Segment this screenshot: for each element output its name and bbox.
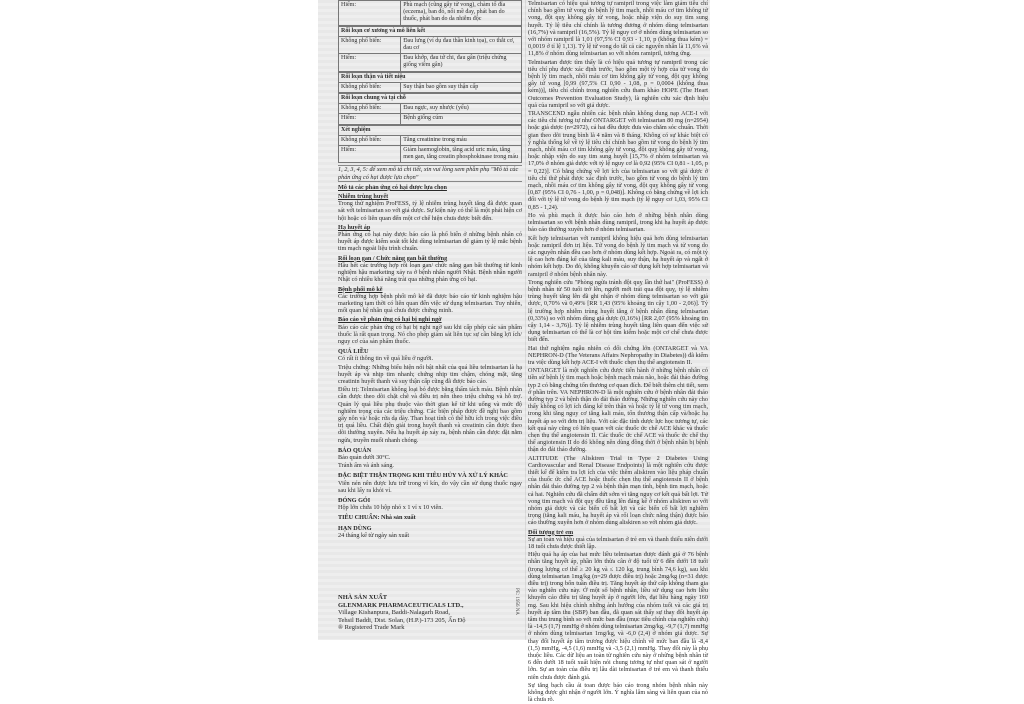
leaflet-sheet [318, 0, 710, 704]
paragraph: Trong thử nghiệm ProFESS, tỷ lệ nhiễm trùng huyết tăng đã được quan sát với telmisartan so với giả dược. Sự kiện này có thể là một phát hiện cơ hội hoặc có liên quan đến một cơ chế hiện chưa được biết đến. [338, 200, 522, 222]
paragraph: Sự tăng bạch cầu ái toan được báo cáo trong nhóm bệnh nhân này không được ghi nhận ở người lớn. Ý nghĩa lâm sàng và liên quan của nó là chưa rõ. [528, 681, 708, 704]
heading: Mô tả các phản ứng có hại được lựa chọn [338, 183, 447, 191]
paragraph: Ho và phù mạch ít được báo cáo hơn ở những bệnh nhân dùng telmisartan so với bệnh nhân dùng ramipril, trong khi hạ huyết áp được báo cáo thường xuyên hơn ở nhóm telmisartan. [528, 211, 708, 234]
heading: HẠN DÙNG [338, 524, 372, 532]
adverse-effects-top-row [338, 0, 522, 26]
manufacturer-block [338, 594, 522, 632]
section-title: Xét nghiệm [339, 125, 522, 135]
paragraph: Bảo quản dưới 30°C. [338, 453, 391, 461]
paragraph: ONTARGET là một nghiên cứu được tiến hành ở những bệnh nhân có tiền sử bệnh lý tim mạch hoặc bệnh mạch máu não, hoặc đái tháo đường typ 2 có bằng chứng tổn thương cơ quan đích. Để biết thêm chi tiết, xem ở phần trên. VA NEPHRON-D là một nghiên cứu ở bệnh nhân đái tháo đường typ 2 và bệnh thận do đái tháo đường. Những nghiên cứu này cho thấy không có lợi ích đáng kể trên thận và hoặc tỷ lệ tử vong tim mạch, trong khi tăng nguy cơ tăng kali máu, tổn thương thận cấp và/hoặc hạ huyết áp so với đơn trị liệu. Với các đặc tính dược lực học tương tự, các kết quả này cũng có liên quan với các thuốc ức chế ACE khác và thuốc chẹn thụ thể angiotensin II. Các thuốc ức chế ACE và thuốc ức chế thụ thể angiotensin II do đó không nên dùng đồng thời ở bệnh nhân bị bệnh thận do đái tháo đường. [528, 367, 708, 454]
manufacturer-heading: NHÀ SẢN XUẤT [338, 594, 388, 601]
table-cell-value: Đau ngực, suy nhược (yếu) [401, 104, 522, 114]
table-cell-value: Bệnh giống cúm [401, 114, 522, 124]
table-cell-label: Không phổ biến: [339, 135, 401, 145]
paragraph: ALTITUDE (The Aliskiren Trial in Type 2 Diabetes Using Cardiovascular and Renal Disease Endpoints) là một nghiên cứu được thiết kế để kiểm tra lợi ích của việc thêm aliskiren vào liệu pháp chuẩn của thuốc ức chế ACE hoặc thuốc chẹn thụ thể angiotensin II ở bệnh nhân đái tháo đường typ 2 và bệnh thận mạn tính, bệnh tim mạch, hoặc cả hai. Nghiên cứu đã chấm dứt sớm vì tăng nguy cơ kết quả bất lợi. Tử vong tim mạch và đột quỵ đều tăng lên đáng kể ở nhóm aliskiren so với nhóm giả dược và các biến cố bất lợi và các biến cố bất lợi nghiêm trọng (tăng kali máu, hạ huyết áp và rối loạn chức năng thận) được báo cáo thường xuyên hơn ở nhóm dùng aliskiren so với nhóm giả dược. [528, 454, 708, 527]
table-cell-value: Đau lưng (ví dụ đau thần kinh tọa), co thắt cơ, đau cơ [401, 36, 522, 53]
adverse-effects-section [338, 93, 522, 125]
paragraph: Hiệu quả hạ áp của hai mức liều telmisartan được đánh giá ở 76 bệnh nhân tăng huyết áp, phần lớn thừa cân ở độ tuổi từ 6 đến dưới 18 tuổi (trọng lượng cơ thể ≥ 20 kg và ≤ 120 kg, trung bình 74,6 kg), sau khi dùng telmisartan 1mg/kg (n=29 được điều trị) hoặc 2mg/kg (n=31 được điều trị) trong bốn tuần điều trị. Tăng huyết áp thứ cấp không tham gia vào nghiên cứu này. Ở một số bệnh nhân, liều sử dụng cao hơn liều khuyến cáo điều trị tăng huyết áp ở người lớn, đạt liều hàng ngày 160 mg. Sau khi hiệu chỉnh những ảnh hưởng của nhóm tuổi và các giá trị huyết áp tâm thu (SBP) ban đầu, đã quan sát thấy sự thay đổi huyết áp tâm thu trung bình so với mức ban đầu (mục tiêu chính của nghiên cứu) là -14,5 (1,7) mmHg ở nhóm dùng telmisartan 2mg/kg, -9,7 (1,7) mmHg ở nhóm dùng telmisartan 1mg/kg, và -6,0 (2,4) ở nhóm giả dược. Sự thay đổi huyết áp tâm trương được hiệu chỉnh về mức ban đầu là -8,4 (1,5) mmHg, -4,5 (1,6) mmHg và -3,5 (2,1) mmHg. Thay đổi này là phụ thuộc liều. Các dữ liệu an toàn từ nghiên cứu này ở những bệnh nhân từ 6 đến dưới 18 tuổi xuất hiện nói chung tương tự như quan sát ở người lớn. Sự an toàn của điều trị lâu dài telmisartan ở trẻ em và thanh thiếu niên chưa được đánh giá. [528, 551, 708, 681]
paragraph: Có rất ít thông tin về quá liều ở người. [338, 355, 434, 363]
adverse-effects-table [338, 26, 522, 164]
heading: Hạ huyết áp [338, 223, 371, 231]
heading: Rối loạn gan / Chức năng gan bất thường [338, 254, 448, 262]
heading: BẢO QUẢN [338, 446, 372, 454]
heading: TIÊU CHUẨN: Nhà sản xuất [338, 514, 416, 522]
paragraph: Trong nghiên cứu "Phòng ngừa tránh đột quỵ lần thứ hai" (ProFESS) ở bệnh nhân từ 50 tuổi trở lên, người mới trải qua đột quỵ, tỷ lệ nhiễm trùng huyết tăng lên đã ghi nhận ở nhóm dùng telmisartan so với giả dược, 0,70% và 0,49% [RR 1,43 (95% khoảng tin cậy 1,00 - 2,06)]. Tỷ lệ trường hợp nhiễm trùng huyết tăng ở bệnh nhân dùng telmisartan (0,33%) so với nhóm dùng giả dược (0,16%) [RR 2,07 (95% khoảng tin cậy 1,14 - 3,76)]. Tỷ lệ nhiễm trùng huyết tăng liên quan đến việc sử dụng telmisartan có thể là cơ hội tìm kiếm hoặc một cơ chế chưa được biết đến. [528, 278, 708, 344]
left-column [338, 0, 522, 640]
left-body-text [338, 184, 522, 539]
right-column [528, 0, 709, 704]
table-cell-value: Suy thận bao gồm suy thận cấp [401, 82, 522, 92]
adverse-effects-section [338, 26, 522, 72]
footnote: 1, 2, 3, 4, 5: để xem mô tả chi tiết, xin vui lòng xem phần phụ "Mô tả các phản ứng có hại được lựa chọn" [338, 165, 522, 181]
table-cell-value: Phù mạch (cũng gây tử vong), chàm tổ đỉa (eczema), ban đỏ, nổi mề đay, phát ban do thuốc, phát ban do da nhiễm độc [401, 1, 522, 26]
paragraph: Tránh ẩm và ánh sáng. [338, 462, 394, 470]
section-title: Rối loạn cơ xương và mô liên kết [339, 26, 522, 36]
table-cell-value: Tăng creatinine trong máu [401, 135, 522, 145]
manufacturer-address-line-2: Tehsil Baddi, Dist. Solan, (H.P.)-173 205, Ấn Độ [338, 616, 466, 624]
fold-line [525, 0, 526, 640]
table-cell-value: Giảm haemoglobin, tăng acid uric máu, tăng men gan, tăng creatin phosphokinase trong máu [401, 146, 522, 163]
paragraph: 24 tháng kể từ ngày sản xuất [338, 531, 410, 539]
right-body-text [528, 0, 708, 704]
paragraph: Triệu chứng: Những biểu hiện nổi bật nhất của quá liều telmisartan là hạ huyết áp và nhịp tim nhanh; chứng nhịp tim chậm, chóng mặt, tăng creatinin huyết thanh và suy thận cấp cũng đã được báo cáo. [338, 363, 522, 385]
paragraph: Viên nén nên được lưu trữ trong vỉ kín, do vậy cần sử dụng thuốc ngay sau khi lấy ra khỏi vỉ. [338, 479, 522, 494]
table-cell-label: Hiếm: [339, 114, 401, 124]
paragraph: Báo cáo các phản ứng có hại bị nghi ngờ sau khi cấp phép các sản phẩm thuốc là rất quan trọng. Nó cho phép giám sát liên tục sự cân bằng lợi ích/ nguy cơ của sản phẩm thuốc. [338, 323, 522, 345]
paragraph: Phản ứng có hại này được báo cáo là phổ biến ở những bệnh nhân có huyết áp được kiểm soát tốt khi dùng telmisartan để giảm tỷ lệ mắc bệnh tim mạch ngoài liệu trình chuẩn. [338, 231, 522, 253]
heading: Nhiễm trùng huyết [338, 193, 389, 201]
paragraph: TRANSCEND ngẫu nhiên các bệnh nhân không dung nạp ACE-I với các tiêu chí tương tự như ONTARGET với telmisartan 80 mg (n=2954) hoặc giả dược (n=2972), cả hai đều được đưa vào chăm sóc chuẩn. Thời gian theo dõi trung bình là 4 năm và 8 tháng. Không có sự khác biệt có ý nghĩa thống kê về tỷ lệ tiêu chí chính bao gồm tử vong do bệnh lý tim mạch, nhồi máu cơ tim không gây tử vong, đột quỵ không gây tử vong, hoặc nhập viện do suy tim sung huyết [15,7% ở nhóm telmisartan và 17,0% ở nhóm giả dược với tỷ lệ nguy cơ là 0,92 (95% CI 0,81 - 1,05, p = 0,22)]. Có bằng chứng về lợi ích của telmisartan so với giả dược ở tiêu chí thứ phát được xác định trước, bao gồm tử vong do bệnh lý tim mạch, nhồi máu cơ tim không gây tử vong, đột quỵ không gây tử vong [0,87 (95% CI 0,76 - 1,00, p = 0,048)]. Không có bằng chứng về lợi ích đối với tỷ lệ tử vong do bệnh lý tim mạch (tỷ lệ nguy cơ 1,03, 95% CI 0,85 - 1,24). [528, 110, 708, 211]
table-cell-label: Không phổ biến: [339, 104, 401, 114]
heading: Đối tượng trẻ em [528, 528, 574, 536]
table-cell-label: Hiếm: [339, 1, 401, 26]
section-title: Rối loạn chung và tại chỗ [339, 94, 522, 104]
paragraph: Hầu hết các trường hợp rối loạn gan/ chức năng gan bất thường từ kinh nghiệm hậu marketing xảy ra ở bệnh nhân người Nhật. Bệnh nhân người Nhật có nhiều khả năng trải qua những phản ứng có hại. [338, 261, 522, 284]
adverse-effects-section [338, 125, 522, 164]
table-cell-label: Không phổ biến: [339, 36, 401, 53]
heading: ĐÓNG GÓI [338, 496, 371, 504]
trademark-note: ® Registered Trade Mark [338, 624, 405, 631]
adverse-effects-section [338, 72, 522, 93]
table-cell-label: Hiếm: [339, 146, 401, 163]
heading: ĐẶC BIỆT THẬN TRỌNG KHI TIÊU HỦY VÀ XỬ LÝ KHÁC [338, 472, 508, 480]
section-title: Rối loạn thận và tiết niệu [339, 72, 522, 82]
paragraph: Sự an toàn và hiệu quả của telmisartan ở trẻ em và thanh thiếu niên dưới 18 tuổi chưa được thiết lập. [528, 535, 708, 551]
heading: Báo cáo về phản ứng có hại bị nghi ngờ [338, 316, 442, 324]
paragraph: Kết hợp telmisartan với ramipril không hiệu quả hơn dùng telmisartan hoặc ramipril đơn trị liệu. Tử vong do bệnh lý tim mạch và tử vong do các nguyên nhân đều cao hơn ở nhóm dùng kết hợp. Ngoài ra, có một tỷ lệ cao hơn đáng kể của tăng kali máu, suy thận, hạ huyết áp và ngất ở nhóm kết hợp. Do đó, không khuyến cáo sử dụng kết hợp telmisartan và ramipril ở nhóm bệnh nhân này. [528, 234, 708, 278]
table-cell-value: Đau khớp, đau tứ chi, đau gân (triệu chứng giống viêm gân) [401, 54, 522, 71]
paragraph: Telmisartan có hiệu quả tương tự ramipril trong việc làm giảm tiêu chí chính bao gồm tử vong do bệnh lý tim mạch, nhồi máu cơ tim không tử vong, đột quỵ không gây tử vong, hoặc nhập viện do suy tim sung huyết. Tỷ lệ tiêu chí chính là tương đương ở nhóm dùng telmisartan (16,7%) và ramipril (16,5%). Tỷ lệ nguy cơ ở nhóm dùng telmisartan so với nhóm ramipril là 1,01 (97,5% CI 0,93 - 1,10, p (không thua kém) = 0,0019 ở tỉ lệ 1,13). Tỷ lệ tử vong do tất cả các nguyên nhân là 11,6% và 11,8% ở nhóm dùng telmisartan so với nhóm ramipril, tương ứng. [528, 0, 709, 58]
heading: Bệnh phổi mô kẽ [338, 285, 383, 293]
heading: QUÁ LIỀU [338, 348, 369, 356]
table-cell-label: Hiếm: [339, 54, 401, 71]
paragraph: Các trường hợp bệnh phổi mô kẽ đã được báo cáo từ kinh nghiệm hậu marketing tạm thời có liên quan đến việc sử dụng telmisartan. Tuy nhiên, mối quan hệ nhân quả chưa được chứng minh. [338, 292, 522, 315]
paragraph: Điều trị: Telmisartan không loại bỏ được bằng thẩm tách máu. Bệnh nhân cần được theo dõi chặt chẽ và điều trị nên theo triệu chứng và hỗ trợ. Quản lý quá liều phụ thuộc vào thời gian kể từ khi uống và mức độ nghiêm trọng của các triệu chứng. Các biện pháp được đề nghị bao gồm gây nôn và/ hoặc rửa dạ dày. Than hoạt tính có thể hữu ích trong việc điều trị quá liều. Chất điện giải trong huyết thanh và creatinin cần được theo dõi thường xuyên. Nếu hạ huyết áp xảy ra, bệnh nhân cần được đặt nằm ngửa, truyền muối nhanh chóng. [338, 386, 522, 444]
side-code: PE: 1956 NA [514, 588, 519, 615]
paragraph: Telmisartan được tìm thấy là có hiệu quả tương tự ramipril trong các tiêu chí phụ được xác định trước, bao gồm một tỷ hợp của tử vong do bệnh lý tim mạch, nhồi máu cơ tim không gây tử vong, đột quỵ không gây tử vong [0,99 (97,5% CI 0,90 - 1,08, p = 0,0004 (không thua kém))], tiêu chí chính trong nghiên cứu tham khảo HOPE (The Heart Outcomes Prevention Evaluation Study), là nghiên cứu xác định hiệu quả của ramipril so với giả dược. [528, 58, 708, 109]
manufacturer-address-line-1: Village Kishanpura, Baddi-Nalagarh Road, [338, 609, 451, 616]
manufacturer-name: GLENMARK PHARMACEUTICALS LTD., [338, 601, 464, 609]
paragraph: Hộp lớn chứa 10 hộp nhỏ x 1 vỉ x 10 viên. [338, 504, 443, 512]
paragraph: Hai thử nghiệm ngẫu nhiên có đối chứng lớn (ONTARGET và VA NEPHRON-D (The Veterans Affairs Nephropathy in Diabetes)) đã kiểm tra việc dùng kết hợp ACE-I với thuốc chẹn thụ thể angiotensin II. [528, 344, 708, 366]
table-cell-label: Không phổ biến: [339, 82, 401, 92]
